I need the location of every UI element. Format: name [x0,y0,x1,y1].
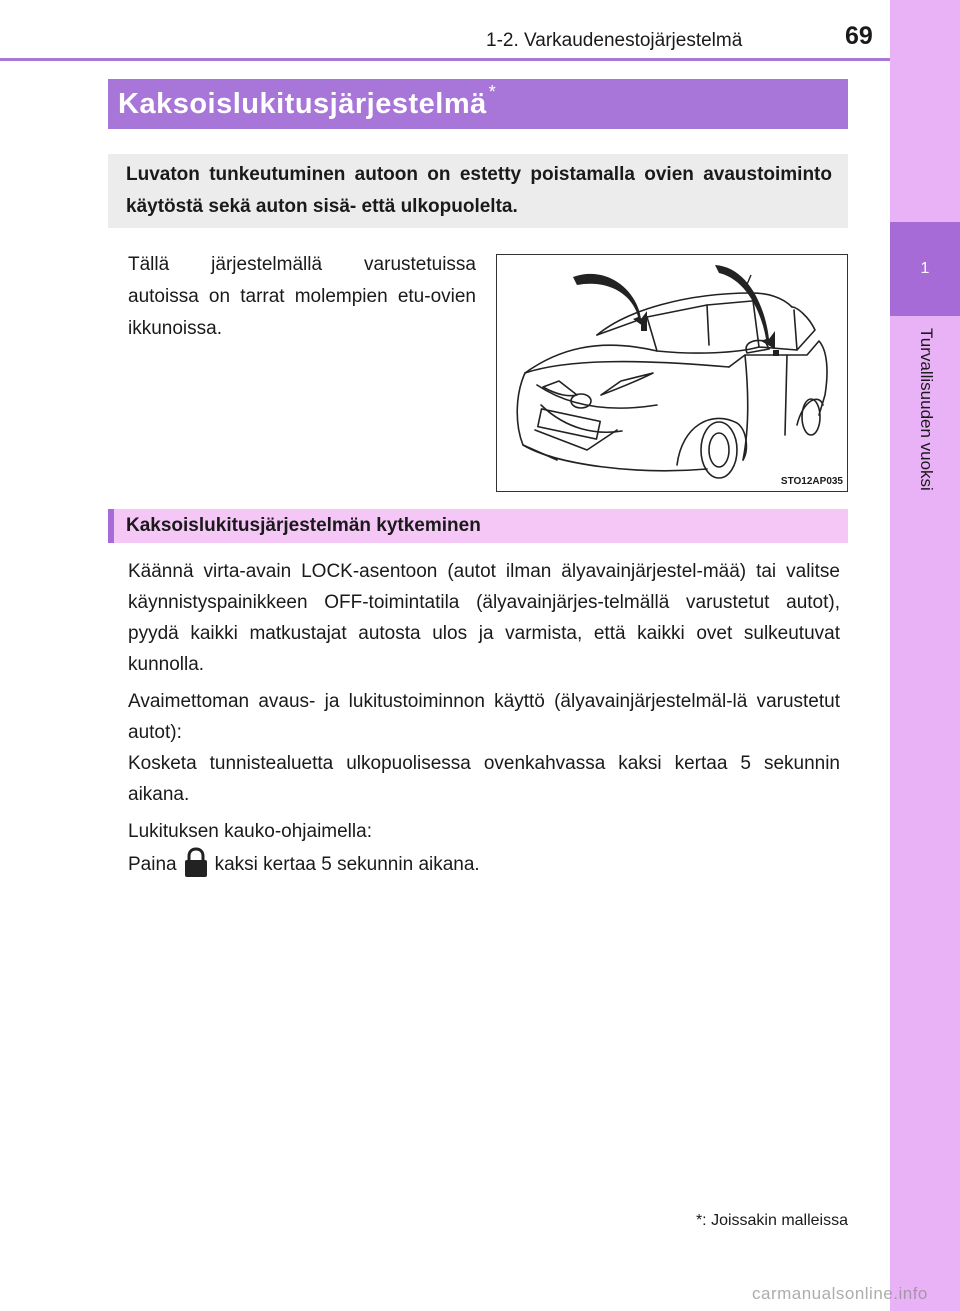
intro-box [108,154,848,228]
body-text [128,556,840,886]
car-drawing [497,255,846,490]
chapter-title: Turvallisuuden vuoksi [917,328,936,491]
subheading: Kaksoislukitusjärjestelmän kytkeminen [126,515,481,536]
watermark: carmanualsonline.info [752,1284,928,1303]
page-number: 69 [845,22,873,50]
car-illustration [496,254,848,492]
lock-icon [183,847,209,878]
remote-instruction-suffix: kaksi kertaa 5 sekunnin aikana. [214,854,480,875]
chapter-number: 1 [920,260,930,277]
section-reference: 1-2. Varkaudenestojärjestelmä [486,30,743,51]
remote-instruction-prefix: Paina [128,854,177,875]
section-title-bar [108,79,848,129]
intro-text: Luvaton tunkeutuminen autoon on estetty poistamalla ovien avaustoiminto käytöstä sekä auton sisä- että ulkopuolelta. [126,164,832,217]
chapter-side-tab [890,0,960,1311]
footnote-text: : Joissakin malleissa [702,1212,848,1229]
subheading-bar [108,509,848,543]
footnote [696,1212,848,1230]
title-footnote-mark: * [488,81,496,102]
sticker-description: Tällä järjestelmällä varustetuissa autoissa on tarrat molempien etu-ovien ikkunoissa. [128,254,476,339]
footnote-mark: * [695,1212,703,1229]
figure-code: STO12AP035 [780,476,843,487]
smart-entry-condition: Avaimettoman avaus- ja lukitustoiminnon käyttö (älyavainjärjestelmäl-lä varustetut autot): [128,691,840,743]
smart-entry-instruction: Kosketa tunnistealuetta ulkopuolisessa ovenkahvassa kaksi kertaa 5 sekunnin aikana. [128,753,840,805]
paragraph-ignition: Käännä virta-avain LOCK-asentoon (autot ilman älyavainjärjestel-mää) tai valitse käynnistyspainikkeen OFF-toimintatila (älyavainjärjes-telmällä varustetut autot), pyydä kaikki matkustajat autosta ulos ja varmista, että kaikki ovet sulkeutuvat kunnolla. [128,561,840,675]
remote-condition: Lukituksen kauko-ohjaimella: [128,821,372,842]
chapter-tab-marker [890,222,960,316]
section-title: Kaksoislukitusjärjestelmä [118,87,487,120]
paragraph-remote [128,816,840,880]
paragraph-smart-entry [128,686,840,810]
remote-instruction [128,847,840,880]
header-rule [0,58,890,61]
